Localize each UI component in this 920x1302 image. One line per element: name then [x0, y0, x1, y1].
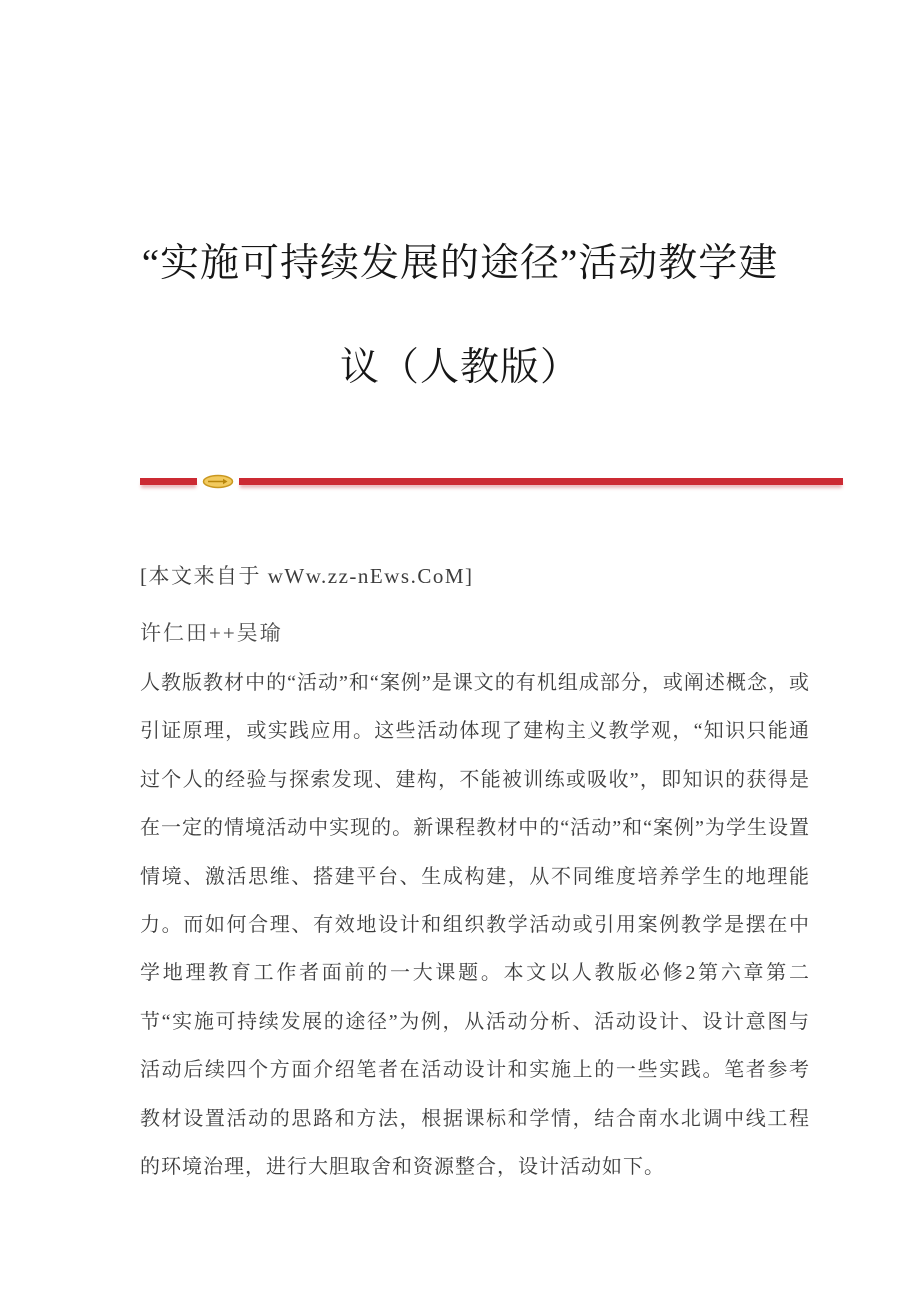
divider-line-right [239, 478, 843, 485]
document-title-line-2: 议（人教版） [339, 346, 580, 390]
document-title-line-1: “实施可持续发展的途径”活动教学建 [141, 242, 779, 286]
decorative-divider [140, 473, 843, 489]
body-paragraph: 人教版教材中的“活动”和“案例”是课文的有机组成部分，或阐述概念，或引证原理，或实践应用。这些活动体现了建构主义教学观，“知识只能通过个人的经验与探索发现、建构，不能被训练或吸收”，即知识的获得是在一定的情境活动中实现的。新课程教材中的“活动”和“案例”为学生设置情境、激活思维、搭建平台、生成构建，从不同维度培养学生的地理能力。而如何合理、有效地设计和组织教学活动或引用案例教学是摆在中学地理教育工作者面前的一大课题。本文以人教版必修2第六章第二节“实施可持续发展的途径”为例，从活动分析、活动设计、设计意图与活动后续四个方面介绍笔者在活动设计和实施上的一些实践。笔者参考教材设置活动的思路和方法，根据课标和学情，结合南水北调中线工程的环境治理，进行大胆取舍和资源整合，设计活动如下。 [140, 672, 810, 1179]
source-attribution: [本文来自于 wWw.zz-nEws.CoM] [140, 564, 474, 588]
page-title [0, 212, 920, 420]
gold-ellipse-icon [202, 474, 234, 489]
divider-line-left [140, 478, 197, 485]
author-byline: 许仁田++吴瑜 [140, 621, 283, 645]
